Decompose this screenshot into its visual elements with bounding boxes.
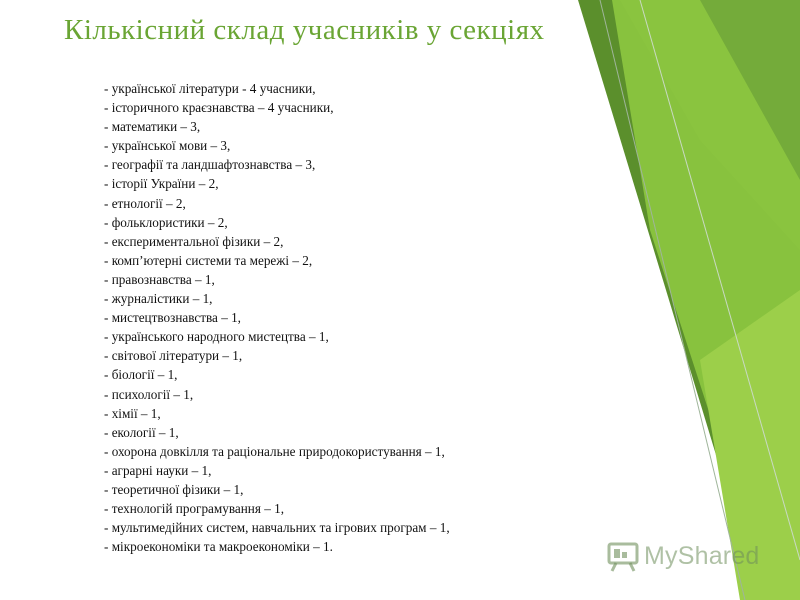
watermark-text: MyShared (644, 541, 760, 570)
list-item: - мистецтвознавства – 1, (104, 310, 241, 326)
list-item: - психології – 1, (104, 386, 194, 402)
list-item: - світової літератури – 1, (104, 348, 243, 364)
list-item: - комп’ютерні системи та мережі – 2, (104, 252, 313, 268)
list-item: - аграрні науки – 1, (104, 462, 212, 478)
list-item: - українського народного мистецтва – 1, (104, 329, 329, 345)
list-item: - української літератури - 4 учасники, (104, 81, 316, 96)
list-item: - технологій програмування – 1, (104, 501, 285, 517)
list-item: - журналістики – 1, (104, 291, 213, 307)
list-item: - географії та ландшафтознавства – 3, (104, 157, 316, 173)
myshared-watermark (606, 536, 766, 576)
list-item: - математики – 3, (104, 119, 201, 135)
list-item: - фольклористики – 2, (104, 214, 228, 230)
sections-list (104, 79, 450, 556)
list-item: - охорона довкілля та раціональне природокористування – 1, (104, 443, 445, 459)
list-item: - української мови – 3, (104, 138, 231, 154)
list-item: - біології – 1, (104, 367, 178, 383)
list-item: - мультимедійних систем, навчальних та ігрових програм – 1, (104, 520, 450, 536)
list-item: - історії України – 2, (104, 176, 219, 192)
list-item: - теоретичної фізики – 1, (104, 481, 244, 497)
presentation-board-icon (606, 539, 640, 573)
list-item: - хімії – 1, (104, 405, 161, 421)
list-item: - мікроекономіки та макроекономіки – 1. (104, 539, 333, 555)
list-item: - етнології – 2, (104, 195, 186, 211)
list-item: - правознавства – 1, (104, 271, 215, 287)
list-item: - експериментальної фізики – 2, (104, 233, 284, 249)
list-item: - екології – 1, (104, 424, 179, 440)
list-item: - історичного краєзнавства – 4 учасники, (104, 100, 334, 116)
slide-title: Кількісний склад учасників у секціях (64, 14, 545, 46)
